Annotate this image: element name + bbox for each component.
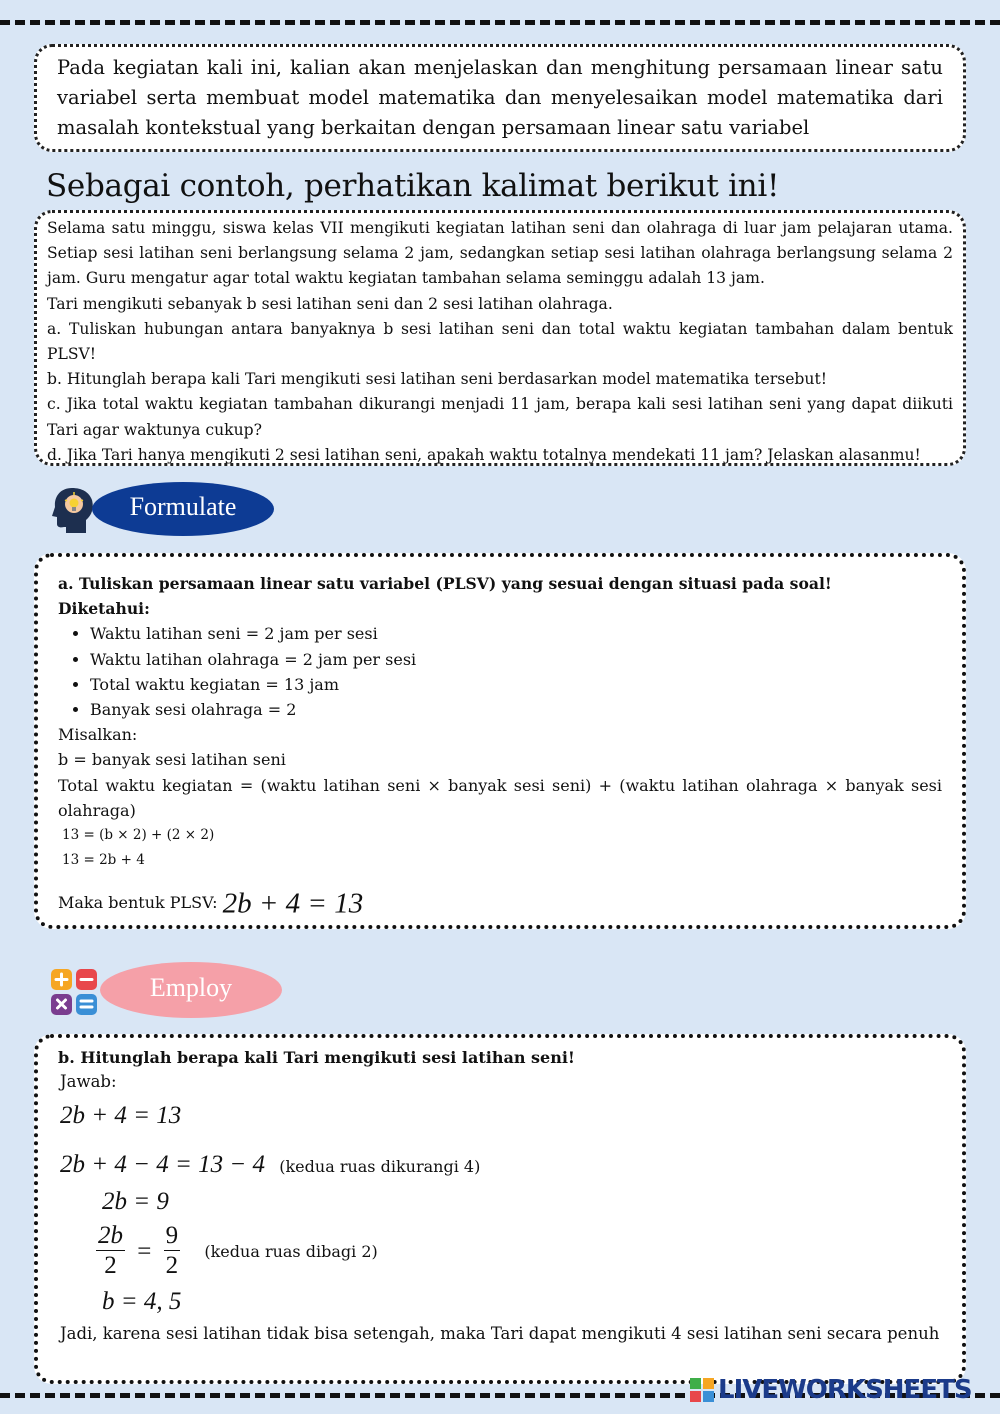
fraction-left-denominator: 2 [104,1252,117,1279]
step-1-equation: 2b + 4 = 13 [60,1102,182,1129]
total-text: Total waktu kegiatan = (waktu latihan seni × banyak sesi seni) + (waktu latihan olahraga × banyak sesi olahraga) [58,775,942,820]
step-3 [102,1188,169,1216]
fraction-left-numerator: 2b [98,1222,123,1249]
fraction-right-numerator: 9 [165,1222,179,1249]
top-dashed-border [0,20,1000,25]
step-2 [60,1151,480,1179]
step-5 [102,1288,181,1316]
fraction-left [96,1222,125,1281]
list-item: • Banyak sesi olahraga = 2 [90,697,942,722]
question-d: d. Jika Tari hanya mengikuti 2 sesi latihan seni, apakah waktu totalnya mendekati 11 jam? Jelaskan alasanmu! [47,445,921,464]
calculator-icon [50,968,98,1016]
let-label: Misalkan: [58,725,138,745]
liveworksheets-logo-icon [690,1378,714,1402]
section-heading: Sebagai contoh, perhatikan kalimat berikut ini! [46,168,780,204]
let-value: b = banyak sesi latihan seni [58,750,286,770]
intro-box [34,44,966,152]
step-2-equation: 2b + 4 − 4 = 13 − 4 [60,1151,265,1178]
formulate-question: a. Tuliskan persamaan linear satu variabel (PLSV) yang sesuai dengan situasi pada soal! [58,574,832,593]
list-item: • Waktu latihan olahraga = 2 jam per sesi [90,647,942,672]
list-item: • Total waktu kegiatan = 13 jam [90,672,942,697]
step-5-equation: b = 4, 5 [102,1288,182,1315]
equation-2: 13 = 2b + 4 [62,852,145,869]
known-label: Diketahui: [58,599,150,619]
employ-badge: Employ [100,962,282,1018]
employ-question: b. Hitunglah berapa kali Tari mengikuti sesi latihan seni! [58,1048,575,1067]
result-equation: 2b + 4 = 13 [222,887,364,920]
watermark-text: LIVEWORKSHEETS [718,1375,972,1405]
fraction-right-denominator: 2 [165,1252,179,1279]
problem-box [34,210,966,466]
conclusion: Jadi, karena sesi latihan tidak bisa setengah, maka Tari dapat mengikuti 4 sesi latihan seni secara penuh [60,1324,940,1343]
equals-sign: = [137,1237,152,1265]
formulate-badge: Formulate [92,482,274,536]
step-2-note: (kedua ruas dikurangi 4) [279,1157,481,1176]
question-b: b. Hitunglah berapa kali Tari mengikuti sesi latihan seni berdasarkan model matematika tersebut! [47,370,827,389]
equation-1: 13 = (b × 2) + (2 × 2) [62,827,215,844]
step-3-equation: 2b = 9 [102,1188,169,1215]
step-1 [60,1102,181,1130]
employ-box [34,1034,966,1384]
known-list [58,621,942,722]
problem-line: Tari mengikuti sebanyak b sesi latihan seni dan 2 sesi latihan olahraga. [47,294,613,313]
liveworksheets-watermark [692,1376,972,1404]
step-4-note: (kedua ruas dibagi 2) [204,1242,378,1261]
fraction-right [164,1222,181,1281]
intro-text: Pada kegiatan kali ini, kalian akan menjelaskan dan menghitung persamaan linear satu variabel serta membuat model matematika dan menyelesaikan model matematika dari masalah kontekstual yang berkaitan dengan persamaan linear satu variabel [57,56,943,139]
question-a: a. Tuliskan hubungan antara banyaknya b sesi latihan seni dan total waktu kegiatan tambahan dalam bentuk PLSV! [47,319,953,364]
brain-head-icon [52,486,94,534]
formulate-box [34,553,966,929]
problem-paragraph: Selama satu minggu, siswa kelas VII mengikuti kegiatan latihan seni dan olahraga di luar jam pelajaran utama. Setiap sesi latihan seni berlangsung selama 2 jam, sedangkan setiap sesi latihan olahraga berlangsung selama 2 jam. Guru mengatur agar total waktu kegiatan tambahan selama seminggu adalah 13 jam. [47,219,953,288]
result-label: Maka bentuk PLSV: [58,893,218,913]
question-c: c. Jika total waktu kegiatan tambahan dikurangi menjadi 11 jam, berapa kali sesi latihan seni yang dapat diikuti Tari agar waktunya cukup? [47,395,953,439]
list-item: • Waktu latihan seni = 2 jam per sesi [90,621,942,646]
answer-label: Jawab: [60,1072,117,1091]
result-row [58,883,942,924]
step-4 [96,1222,378,1281]
